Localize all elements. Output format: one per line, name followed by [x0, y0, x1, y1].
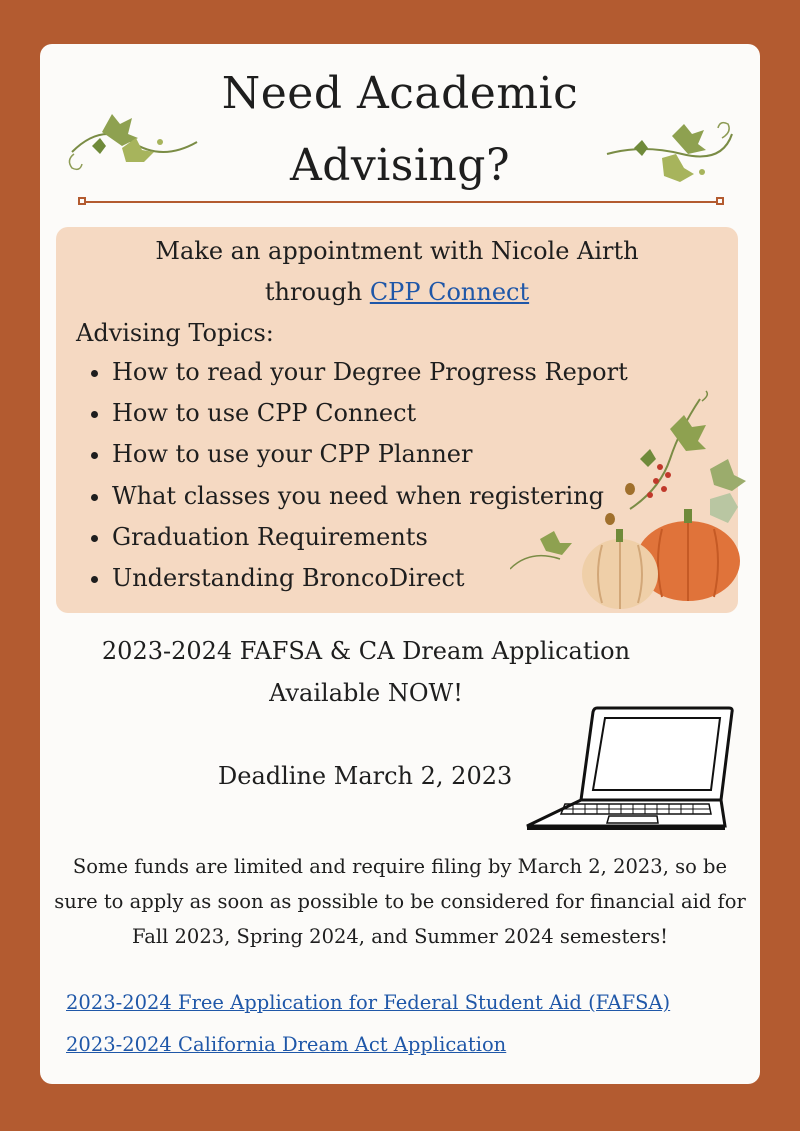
funds-note-line-2: sure to apply as soon as possible to be considered for financial aid for [54, 890, 746, 913]
application-links [66, 982, 670, 1066]
list-item: • How to read your Degree Progress Report [112, 352, 628, 393]
laptop-icon [525, 704, 735, 834]
topics-label: Advising Topics: [76, 319, 274, 347]
pumpkins-icon [510, 389, 750, 621]
funds-note-line-1: Some funds are limited and require filing by March 2, 2023, so be [72, 855, 728, 878]
title-line-1: Need Academic [221, 68, 579, 119]
vine-left-icon [62, 102, 202, 182]
cpp-connect-link[interactable]: CPP Connect [369, 278, 530, 306]
appointment-prefix: through [264, 278, 370, 306]
fafsa-link[interactable]: 2023-2024 Free Application for Federal Student Aid (FAFSA) [66, 991, 671, 1014]
funds-note-line-3: Fall 2023, Spring 2024, and Summer 2024 semesters! [132, 925, 668, 948]
title-line-2: Advising? [289, 140, 511, 191]
list-item: • Understanding BroncoDirect [112, 558, 628, 599]
appointment-line-2 [56, 272, 738, 313]
list-item: • How to use CPP Connect [112, 393, 628, 434]
divider-line [82, 201, 720, 203]
divider-end-left [78, 197, 86, 205]
flyer-card [40, 44, 760, 1084]
dream-act-link[interactable]: 2023-2024 California Dream Act Application [66, 1033, 507, 1056]
fafsa-heading-line-2: Available NOW! [269, 679, 463, 707]
appointment-text [56, 231, 738, 313]
list-item: • Graduation Requirements [112, 517, 628, 558]
deadline-text: Deadline March 2, 2023 [218, 762, 513, 790]
funds-note [44, 849, 756, 954]
divider-end-right [716, 197, 724, 205]
list-item: • How to use your CPP Planner [112, 434, 628, 475]
vine-right-icon [602, 114, 742, 194]
fafsa-heading-line-1: 2023-2024 FAFSA & CA Dream Application [101, 637, 631, 665]
fafsa-heading [40, 630, 692, 714]
list-item: • What classes you need when registering [112, 476, 628, 517]
appointment-line-1: Make an appointment with Nicole Airth [155, 237, 639, 265]
